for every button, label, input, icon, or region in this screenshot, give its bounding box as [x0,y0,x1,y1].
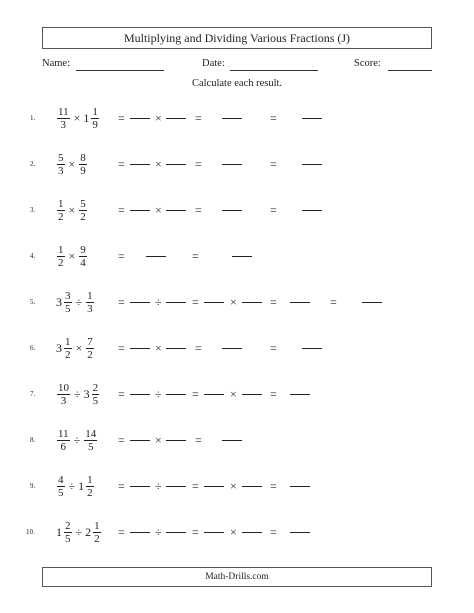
answer-blank[interactable] [130,164,150,165]
fraction-term [56,198,66,223]
fraction-term [85,336,95,361]
equals-sign: = [270,203,277,217]
problem-row [0,236,474,276]
whole-number: 2 [85,524,92,539]
numerator: 10 [58,381,69,394]
denominator: 5 [87,440,94,453]
denominator: 2 [87,486,93,499]
answer-blank[interactable] [290,302,310,303]
answer-blank[interactable] [130,486,150,487]
problem-expression [56,420,98,460]
problem-row [0,374,474,414]
footer-credit: Math-Drills.com [42,567,432,587]
answer-blank[interactable] [204,394,224,395]
fraction [57,198,65,223]
denominator: 5 [58,486,64,499]
answer-blank[interactable] [130,532,150,533]
denominator: 4 [80,256,86,269]
problem-row [0,420,474,460]
fraction-term [85,290,95,315]
worksheet-title: Multiplying and Dividing Various Fractions (J) [42,27,432,49]
operator: ÷ [155,479,162,493]
equals-sign: = [192,525,199,539]
equals-sign: = [192,387,199,401]
fraction [92,382,100,407]
equals-sign: = [270,157,277,171]
answer-blank[interactable] [290,486,310,487]
name-label: Name: [42,58,70,69]
fraction [64,290,72,315]
equals-sign: = [192,295,199,309]
denominator: 3 [60,118,67,131]
operator: ÷ [155,525,162,539]
denominator: 5 [65,302,71,315]
problem-number: 9. [30,482,36,490]
numerator: 1 [58,197,64,210]
problem-number: 2. [30,160,36,168]
problem-number: 6. [30,344,36,352]
whole-number: 3 [56,340,62,355]
fraction-term [85,520,102,545]
numerator: 1 [94,519,100,532]
answer-blank[interactable] [242,486,262,487]
denominator: 9 [80,164,86,177]
fraction-term [83,428,98,453]
whole-number: 3 [83,386,90,401]
fraction [64,336,72,361]
fraction-term [56,474,66,499]
numerator: 5 [80,197,86,210]
fraction [86,336,94,361]
fraction-term [56,428,71,453]
answer-blank[interactable] [146,256,166,257]
equals-sign: = [195,157,202,171]
problem-number: 1. [30,114,36,122]
fraction-term [56,290,73,315]
answer-blank[interactable] [204,532,224,533]
answer-blank[interactable] [130,440,150,441]
operator: × [230,479,237,493]
equals-sign: = [118,387,125,401]
problem-row [0,98,474,138]
answer-blank[interactable] [204,486,224,487]
answer-blank[interactable] [204,302,224,303]
problem-row [0,328,474,368]
operator: ÷ [73,432,81,447]
fraction-term [56,336,73,361]
denominator: 2 [58,256,64,269]
numerator: 2 [92,381,99,394]
equals-sign: = [192,249,199,263]
numerator: 3 [65,289,71,302]
answer-blank[interactable] [130,210,150,211]
problem-row [0,190,474,230]
problem-expression [56,328,95,368]
problem-expression [56,466,95,506]
fraction-term [56,244,66,269]
equals-sign: = [118,157,125,171]
answer-blank[interactable] [222,164,242,165]
numerator: 11 [58,105,69,118]
equals-sign: = [118,111,125,125]
numerator: 11 [58,427,69,440]
problem-number: 5. [30,298,36,306]
equals-sign: = [270,479,277,493]
fraction [79,198,87,223]
answer-blank[interactable] [166,164,186,165]
problem-expression [56,144,88,184]
problem-number: 10. [26,528,35,536]
operator: × [75,340,83,355]
equals-sign: = [118,525,125,539]
equals-sign: = [270,295,277,309]
problem-expression [56,190,88,230]
equals-sign: = [118,295,125,309]
answer-blank[interactable] [166,210,186,211]
answer-blank[interactable] [130,348,150,349]
answer-blank[interactable] [130,394,150,395]
answer-blank[interactable] [166,486,186,487]
equals-sign: = [195,111,202,125]
fraction [57,382,70,407]
problem-expression [56,512,102,552]
fraction-term [56,520,73,545]
answer-blank[interactable] [130,302,150,303]
problem-row [0,282,474,322]
date-label: Date: [202,58,225,69]
equals-sign: = [195,203,202,217]
operator: ÷ [68,478,76,493]
operator: × [230,525,237,539]
equals-sign: = [270,111,277,125]
whole-number: 1 [83,110,90,125]
answer-blank[interactable] [222,118,242,119]
fraction [86,290,94,315]
equals-sign: = [270,525,277,539]
equals-sign: = [118,341,125,355]
score-line[interactable] [388,70,432,71]
operator: × [155,203,162,217]
numerator: 14 [85,427,97,440]
numerator: 1 [92,105,98,118]
denominator: 3 [58,164,64,177]
answer-blank[interactable] [166,394,186,395]
operator: × [155,111,162,125]
whole-number: 1 [56,524,62,539]
denominator: 2 [94,532,100,545]
fraction-term [84,382,101,407]
equals-sign: = [270,341,277,355]
answer-blank[interactable] [222,440,242,441]
answer-blank[interactable] [130,118,150,119]
fraction [93,520,101,545]
operator: × [73,110,81,125]
fraction-term [83,106,100,131]
answer-blank[interactable] [242,302,262,303]
fraction [84,428,97,453]
operator: × [68,248,76,263]
denominator: 9 [92,118,98,131]
equals-sign: = [118,203,125,217]
score-label: Score: [354,58,381,69]
problem-expression [56,282,95,322]
equals-sign: = [330,295,337,309]
numerator: 1 [87,289,93,302]
problem-number: 3. [30,206,36,214]
fraction [57,152,65,177]
answer-blank[interactable] [302,118,322,119]
operator: × [230,387,237,401]
problem-number: 8. [30,436,36,444]
fraction-term [78,474,95,499]
denominator: 3 [87,302,93,315]
denominator: 5 [65,532,71,545]
answer-blank[interactable] [222,348,242,349]
numerator: 4 [58,473,64,486]
problem-number: 7. [30,390,36,398]
fraction [86,474,94,499]
numerator: 7 [87,335,93,348]
answer-blank[interactable] [242,394,262,395]
denominator: 6 [60,440,67,453]
fraction [64,520,72,545]
numerator: 1 [58,243,64,256]
operator: × [155,157,162,171]
problem-expression [56,98,100,138]
equals-sign: = [270,387,277,401]
operator: × [68,202,76,217]
numerator: 2 [65,519,71,532]
problem-number: 4. [30,252,36,260]
answer-blank[interactable] [166,440,186,441]
problem-row [0,466,474,506]
operator: × [230,295,237,309]
fraction-term [56,152,66,177]
problem-expression [56,374,100,414]
answer-blank[interactable] [166,348,186,349]
answer-blank[interactable] [290,532,310,533]
fraction [79,152,87,177]
whole-number: 3 [56,294,62,309]
problem-row [0,144,474,184]
numerator: 5 [58,151,64,164]
numerator: 8 [80,151,86,164]
answer-blank[interactable] [232,256,252,257]
denominator: 5 [92,394,99,407]
operator: × [68,156,76,171]
answer-blank[interactable] [302,210,322,211]
operator: × [155,433,162,447]
answer-blank[interactable] [302,348,322,349]
fraction-term [78,198,88,223]
whole-number: 1 [78,478,85,493]
equals-sign: = [118,479,125,493]
answer-blank[interactable] [166,118,186,119]
equals-sign: = [118,433,125,447]
operator: ÷ [155,295,162,309]
fraction [57,244,65,269]
answer-blank[interactable] [222,210,242,211]
problem-row [0,512,474,552]
name-line[interactable] [76,70,164,71]
answer-blank[interactable] [242,532,262,533]
fraction [57,106,70,131]
fraction-term [78,152,88,177]
numerator: 9 [80,243,86,256]
denominator: 3 [60,394,67,407]
denominator: 2 [87,348,93,361]
answer-blank[interactable] [166,302,186,303]
answer-blank[interactable] [362,302,382,303]
denominator: 2 [58,210,64,223]
problem-expression [56,236,88,276]
answer-blank[interactable] [290,394,310,395]
instructions: Calculate each result. [191,78,283,89]
fraction [79,244,87,269]
fraction [57,474,65,499]
denominator: 2 [80,210,86,223]
date-line[interactable] [230,70,318,71]
answer-blank[interactable] [302,164,322,165]
equals-sign: = [195,341,202,355]
fraction [91,106,99,131]
numerator: 1 [87,473,93,486]
fraction [57,428,70,453]
fraction-term [78,244,88,269]
denominator: 2 [65,348,71,361]
equals-sign: = [195,433,202,447]
operator: ÷ [75,524,83,539]
operator: ÷ [74,386,81,401]
operator: ÷ [75,294,83,309]
numerator: 1 [65,335,71,348]
fraction-term [56,382,71,407]
answer-blank[interactable] [166,532,186,533]
equals-sign: = [118,249,125,263]
operator: × [155,341,162,355]
equals-sign: = [192,479,199,493]
fraction-term [56,106,71,131]
operator: ÷ [155,387,162,401]
